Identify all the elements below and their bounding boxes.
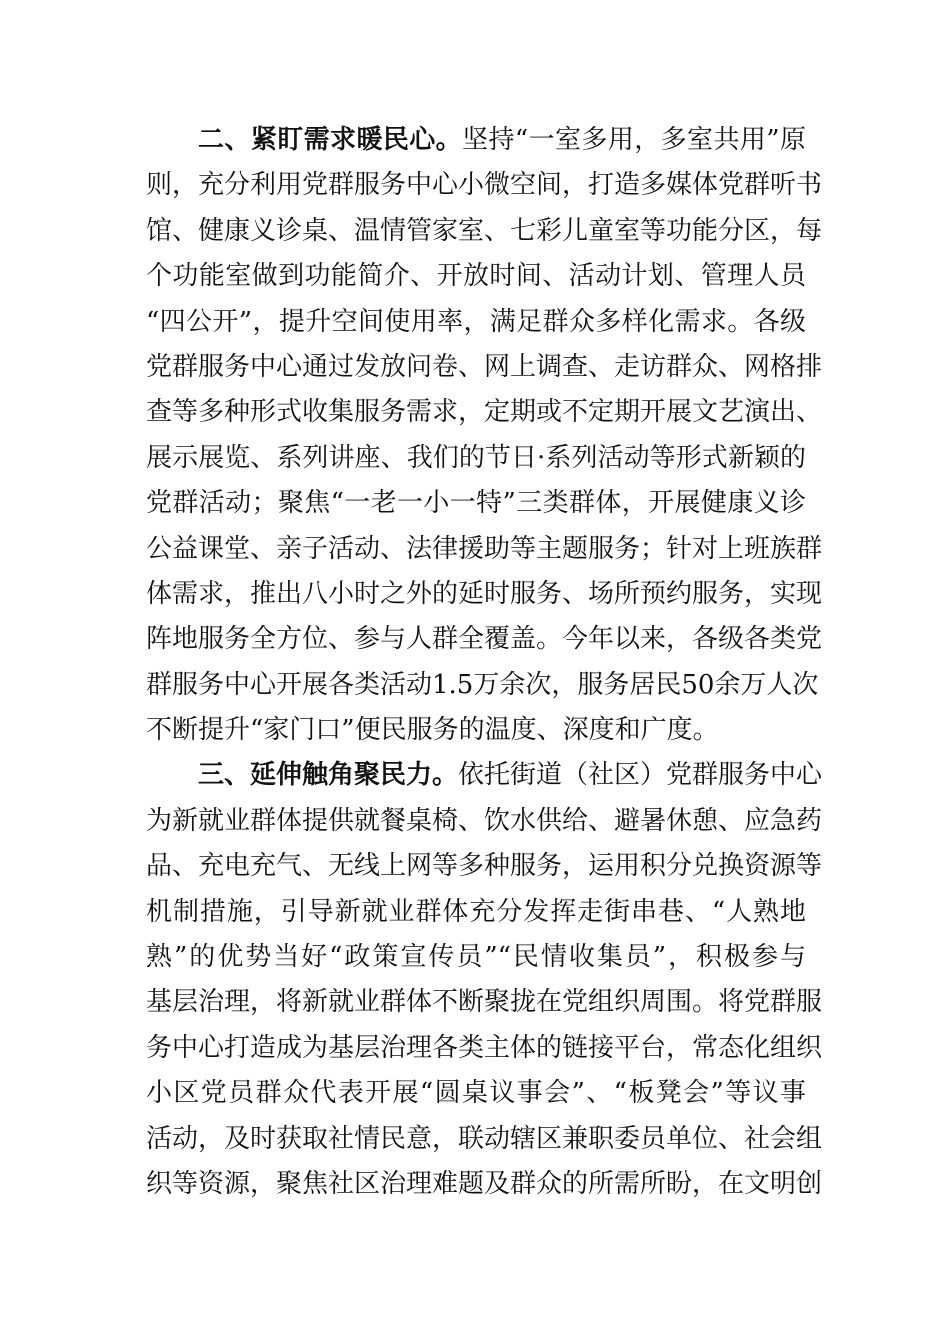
section-heading: 三、延伸触角聚民力。: [198, 760, 459, 791]
paragraph-line: 务中心打造成为基层治理各类主体的链接平台，常态化组织: [146, 1032, 823, 1063]
paragraph-line: 机制措施，引导新就业群体充分发挥走街串巷、“人熟地: [146, 896, 806, 927]
section-heading: 二、紧盯需求暖民心。: [198, 125, 463, 155]
paragraph-line: 小区党员群众代表开展“圆桌议事会”、“板凳会”等议事: [146, 1078, 806, 1109]
paragraph-line: 群服务中心开展各类活动1.5万余次，服务居民50余万人次: [146, 669, 819, 700]
paragraph-line: 阵地服务全方位、参与人群全覆盖。今年以来，各级各类党: [146, 624, 823, 655]
paragraph-line: 馆、健康义诊桌、温情管家室、七彩儿童室等功能分区，每: [146, 215, 823, 246]
paragraph-line: “四公开”，提升空间使用率，满足群众多样化需求。各级: [146, 306, 806, 337]
paragraph-line: 基层治理，将新就业群体不断聚拢在党组织周围。将党群服: [146, 987, 823, 1018]
paragraph-line: 活动，及时获取社情民意，联动辖区兼职委员单位、社会组: [146, 1123, 823, 1154]
paragraph-line: 熟”的优势当好“政策宣传员”“民情收集员”，积极参与: [146, 942, 806, 973]
paragraph-line: 品、充电充气、无线上网等多种服务，运用积分兑换资源等: [146, 851, 823, 882]
paragraph-line: 展示展览、系列讲座、我们的节日·系列活动等形式新颖的: [146, 442, 806, 473]
body-text: [146, 118, 823, 1207]
paragraph-line: 不断提升“家门口”便民服务的温度、深度和广度。: [146, 715, 719, 746]
paragraph-line: 党群活动；聚焦“一老一小一特”三类群体，开展健康义诊: [146, 488, 806, 519]
paragraph-line: 公益课堂、亲子活动、法律援助等主题服务；针对上班族群: [146, 533, 823, 564]
paragraph-line: 党群服务中心通过发放问卷、网上调查、走访群众、网格排: [146, 351, 823, 382]
paragraph-first-line: [146, 118, 806, 163]
paragraph-line: 体需求，推出八小时之外的延时服务、场所预约服务，实现: [146, 578, 823, 609]
paragraph-line: 个功能室做到功能简介、开放时间、活动计划、管理人员: [146, 261, 806, 292]
paragraph-text: 依托街道（社区）党群服务中心: [458, 760, 823, 791]
paragraph-line: 查等多种形式收集服务需求，定期或不定期开展文艺演出、: [146, 397, 823, 428]
paragraph-line: 织等资源，聚焦社区治理难题及群众的所需所盼，在文明创: [146, 1168, 823, 1199]
paragraph-text: 坚持“一室多用，多室共用”原: [462, 125, 806, 155]
paragraph-first-line: [146, 753, 823, 798]
paragraph-line: 则，充分利用党群服务中心小微空间，打造多媒体党群听书: [146, 170, 823, 201]
paragraph-line: 为新就业群体提供就餐桌椅、饮水供给、避暑休憩、应急药: [146, 805, 823, 836]
